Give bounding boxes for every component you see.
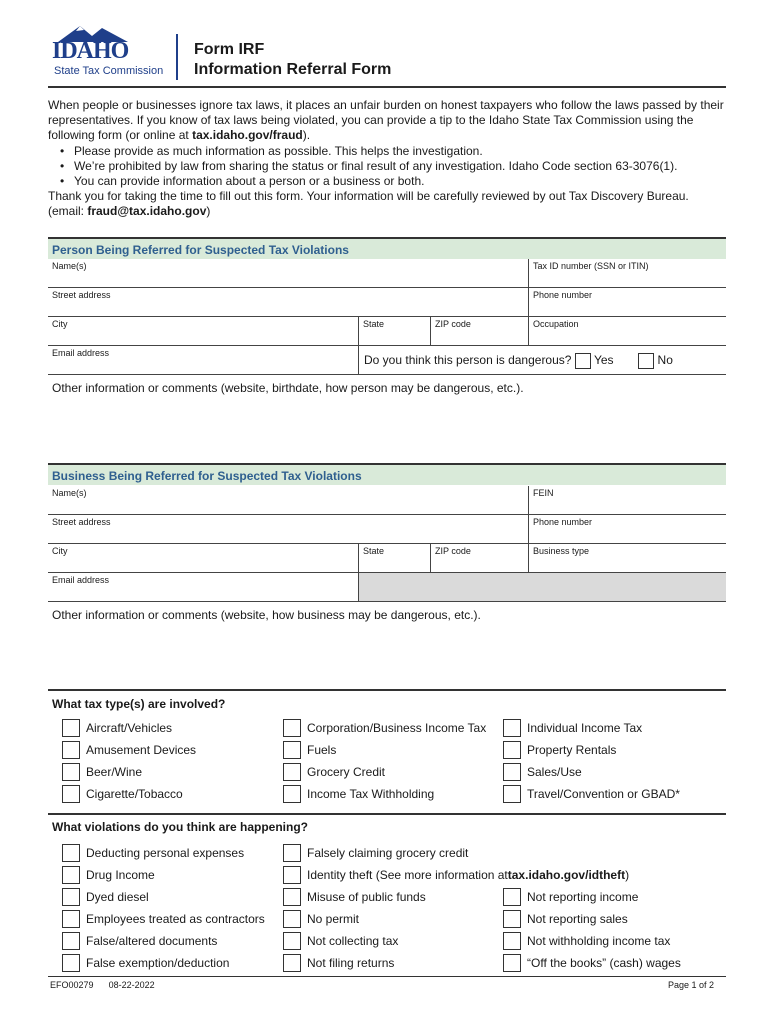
form-date: 08-22-2022: [108, 980, 155, 990]
person-comments-label[interactable]: Other information or comments (website, birthdate, how person may be dangerous, etc.).: [52, 381, 524, 395]
tax-types-rule: [48, 689, 726, 691]
danger-question-row: [364, 353, 673, 369]
tax-types-title: What tax type(s) are involved?: [52, 697, 226, 711]
tax-option-label: Amusement Devices: [86, 743, 197, 757]
footer-rule: [48, 976, 726, 977]
person-state-label: State: [363, 319, 385, 329]
violation-option-label: Drug Income: [86, 868, 155, 882]
violation-checkbox[interactable]: [283, 866, 301, 884]
violation-checkbox[interactable]: [283, 910, 301, 928]
business-state-field[interactable]: [358, 544, 430, 572]
violation-option-label: Deducting personal expenses: [86, 846, 245, 860]
email-link[interactable]: fraud@tax.idaho.gov: [87, 204, 207, 219]
person-section-title: Person Being Referred for Suspected Tax Violations: [48, 237, 726, 259]
violation-checkbox[interactable]: [62, 954, 80, 972]
violation-option-label: No permit: [307, 912, 360, 926]
footer-form-code: [50, 980, 155, 990]
violation-option[interactable]: [503, 954, 681, 972]
violation-option[interactable]: [283, 932, 398, 950]
person-taxid-field[interactable]: [528, 259, 726, 287]
form-header: [48, 24, 726, 84]
violation-option[interactable]: [62, 866, 155, 884]
business-city-field[interactable]: [48, 544, 358, 572]
person-email-label: Email address: [52, 348, 110, 358]
person-street-field[interactable]: [48, 288, 528, 316]
person-email-field[interactable]: [48, 346, 358, 374]
violation-checkbox[interactable]: [283, 844, 301, 862]
person-taxid-label: Tax ID number (SSN or ITIN): [533, 261, 649, 271]
violation-checkbox[interactable]: [62, 844, 80, 862]
thanks-end: ): [206, 204, 211, 219]
tax-checkbox[interactable]: [283, 719, 301, 737]
business-zip-field[interactable]: [430, 544, 528, 572]
business-row-street: [48, 515, 726, 544]
tax-checkbox[interactable]: [503, 741, 521, 759]
violation-option[interactable]: [283, 954, 394, 972]
tax-option[interactable]: [283, 719, 486, 737]
danger-no-checkbox[interactable]: [638, 353, 654, 369]
person-zip-field[interactable]: [430, 317, 528, 345]
violation-option-label: Not withholding income tax: [527, 934, 671, 948]
violation-option[interactable]: [283, 888, 426, 906]
violation-option-label: Not reporting sales: [527, 912, 628, 926]
business-email-label: Email address: [52, 575, 110, 585]
violation-checkbox[interactable]: [503, 910, 521, 928]
business-comments-label[interactable]: Other information or comments (website, how business may be dangerous, etc.).: [52, 608, 481, 622]
tax-checkbox[interactable]: [62, 785, 80, 803]
business-row-name: [48, 486, 726, 515]
tax-option-label: Beer/Wine: [86, 765, 143, 779]
business-name-label: Name(s): [52, 488, 87, 498]
form-title: [194, 40, 391, 80]
violation-option-label: Not collecting tax: [307, 934, 399, 948]
violation-option[interactable]: [283, 910, 359, 928]
intro-bullets: [48, 144, 728, 190]
idtheft-link[interactable]: tax.idaho.gov/idtheft: [507, 868, 626, 882]
tax-option[interactable]: [503, 741, 616, 759]
violation-option-label: Not filing returns: [307, 956, 395, 970]
violation-option[interactable]: [62, 844, 244, 862]
tax-option-label: Sales/Use: [527, 765, 582, 779]
danger-yes-label: Yes: [593, 353, 614, 368]
tax-option-label: Corporation/Business Income Tax: [307, 721, 487, 735]
idtheft-end: ): [625, 868, 630, 882]
header-rule: [48, 86, 726, 88]
business-row-email: [48, 573, 726, 602]
form-title-line1: Form IRF: [194, 41, 265, 58]
tax-option-label: Income Tax Withholding: [307, 787, 435, 801]
tax-option-label: Individual Income Tax: [527, 721, 643, 735]
business-city-label: City: [52, 546, 68, 556]
tax-option[interactable]: [62, 763, 142, 781]
business-type-field[interactable]: [528, 544, 726, 572]
violation-option-label: Dyed diesel: [86, 890, 149, 904]
tax-option-label: Grocery Credit: [307, 765, 386, 779]
person-name-field[interactable]: [48, 259, 528, 287]
person-occupation-label: Occupation: [533, 319, 579, 329]
violation-option-label: Employees treated as contractors: [86, 912, 265, 926]
person-row-name: [48, 259, 726, 288]
tax-option[interactable]: [283, 741, 336, 759]
violation-option[interactable]: [62, 910, 265, 928]
tax-option[interactable]: [503, 785, 680, 803]
intro-paragraph: [48, 98, 728, 144]
business-name-field[interactable]: [48, 486, 528, 514]
violation-checkbox[interactable]: [283, 888, 301, 906]
tax-checkbox[interactable]: [283, 741, 301, 759]
violation-option[interactable]: [62, 954, 229, 972]
violation-option[interactable]: [62, 932, 217, 950]
tax-checkbox[interactable]: [283, 785, 301, 803]
violation-option-label: False/altered documents: [86, 934, 218, 948]
person-zip-label: ZIP code: [435, 319, 471, 329]
business-state-label: State: [363, 546, 385, 556]
form-code: EFO00279: [50, 980, 94, 990]
violation-checkbox[interactable]: [283, 932, 301, 950]
person-name-label: Name(s): [52, 261, 87, 271]
business-fein-label: FEIN: [533, 488, 554, 498]
person-state-field[interactable]: [358, 317, 430, 345]
thanks-paragraph: [48, 189, 728, 219]
danger-yes-checkbox[interactable]: [575, 353, 591, 369]
tax-checkbox[interactable]: [62, 763, 80, 781]
intro-end: ).: [302, 128, 311, 143]
tax-option-label: Cigarette/Tobacco: [86, 787, 183, 801]
business-shaded-cell: [358, 573, 726, 601]
tax-option-label: Property Rentals: [527, 743, 617, 757]
tax-option[interactable]: [62, 785, 183, 803]
violation-checkbox[interactable]: [62, 888, 80, 906]
business-street-field[interactable]: [48, 515, 528, 543]
tax-option[interactable]: [283, 763, 385, 781]
business-phone-label: Phone number: [533, 517, 593, 527]
intro-start: When people or businesses ignore tax laws, it places an unfair burden on honest taxpayers who follow the laws passed by their representatives. If you know of tax laws being violated, you can provide a tip to the Idaho State Tax Commission using the following form (or online at: [48, 98, 724, 143]
tax-option-label: Travel/Convention or GBAD*: [527, 787, 680, 801]
tax-option[interactable]: [62, 741, 196, 759]
person-phone-field[interactable]: [528, 288, 726, 316]
violations-rule: [48, 813, 726, 815]
violation-option[interactable]: [62, 888, 149, 906]
violations-title: What violations do you think are happening?: [52, 820, 309, 834]
business-phone-field[interactable]: [528, 515, 726, 543]
tax-option-label: Fuels: [307, 743, 337, 757]
business-street-label: Street address: [52, 517, 111, 527]
business-grid: [48, 486, 726, 602]
thanks-text: Thank you for taking the time to fill out this form. Your information will be carefully reviewed by out Tax Discovery Bureau. (email:: [48, 189, 689, 219]
intro-bullet: • Please provide as much information as possible. This helps the investigation.: [60, 144, 728, 159]
tax-checkbox[interactable]: [62, 741, 80, 759]
tax-checkbox[interactable]: [62, 719, 80, 737]
violation-option[interactable]: [283, 866, 629, 884]
tax-checkbox[interactable]: [283, 763, 301, 781]
violation-checkbox[interactable]: [283, 954, 301, 972]
violation-checkbox[interactable]: [62, 866, 80, 884]
tax-option[interactable]: [503, 763, 582, 781]
intro-bullet: • We’re prohibited by law from sharing the status or final result of any investigation. Idaho Code section 63-3076(1).: [60, 159, 728, 174]
person-phone-label: Phone number: [533, 290, 593, 300]
danger-question: Do you think this person is dangerous?: [364, 353, 572, 368]
tax-option-label: Aircraft/Vehicles: [86, 721, 173, 735]
danger-no-label: No: [657, 353, 673, 368]
tax-checkbox[interactable]: [503, 763, 521, 781]
person-city-label: City: [52, 319, 68, 329]
violation-option-label: False exemption/deduction: [86, 956, 230, 970]
intro-bullet: • You can provide information about a person or a business or both.: [60, 174, 728, 189]
violation-option-label: Misuse of public funds: [307, 890, 426, 904]
logo-subtitle: State Tax Commission: [54, 65, 164, 77]
business-type-label: Business type: [533, 546, 590, 556]
tax-checkbox[interactable]: [503, 785, 521, 803]
violation-checkbox[interactable]: [62, 932, 80, 950]
violation-option-label: “Off the books” (cash) wages: [527, 956, 681, 970]
person-street-label: Street address: [52, 290, 111, 300]
tax-option[interactable]: [62, 719, 172, 737]
violation-option[interactable]: [503, 910, 628, 928]
violation-option-label: Falsely claiming grocery credit: [307, 846, 469, 860]
person-occupation-field[interactable]: [528, 317, 726, 345]
violation-option-label: Not reporting income: [527, 890, 639, 904]
tax-option[interactable]: [503, 719, 642, 737]
intro-text: [48, 98, 728, 220]
violation-checkbox[interactable]: [503, 888, 521, 906]
business-fein-field[interactable]: [528, 486, 726, 514]
form-title-line2: Information Referral Form: [194, 61, 392, 78]
business-zip-label: ZIP code: [435, 546, 471, 556]
violation-checkbox[interactable]: [503, 932, 521, 950]
person-row-city: [48, 317, 726, 346]
person-row-street: [48, 288, 726, 317]
violation-option-label: Identity theft (See more information at: [307, 868, 508, 882]
business-row-city: [48, 544, 726, 573]
tax-option[interactable]: [283, 785, 434, 803]
violation-option[interactable]: [503, 888, 638, 906]
idaho-logo: [48, 24, 176, 82]
logo-brand: IDAHO: [52, 38, 129, 64]
person-city-field[interactable]: [48, 317, 358, 345]
violation-option[interactable]: [503, 932, 670, 950]
violation-checkbox[interactable]: [503, 954, 521, 972]
tax-checkbox[interactable]: [503, 719, 521, 737]
business-section-title: Business Being Referred for Suspected Tax Violations: [48, 463, 726, 485]
business-email-field[interactable]: [48, 573, 358, 601]
violation-checkbox[interactable]: [62, 910, 80, 928]
violation-option[interactable]: [283, 844, 468, 862]
header-divider: [176, 34, 178, 80]
page-number: Page 1 of 2: [667, 980, 714, 990]
fraud-link[interactable]: tax.idaho.gov/fraud: [192, 128, 303, 143]
